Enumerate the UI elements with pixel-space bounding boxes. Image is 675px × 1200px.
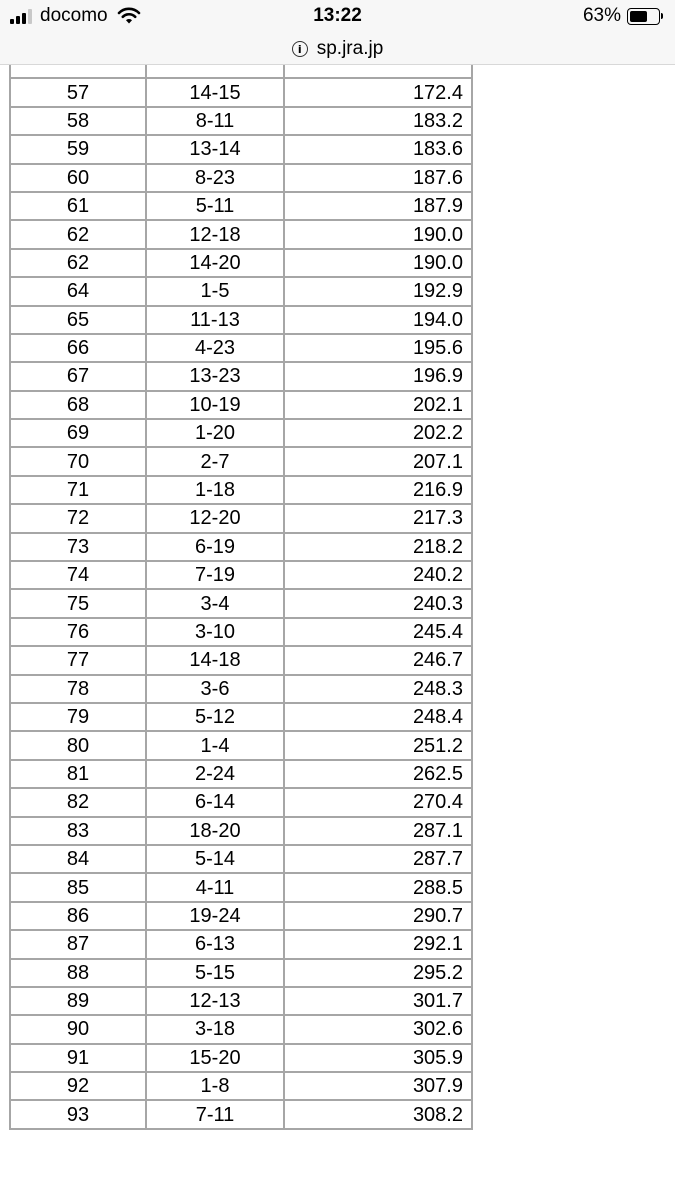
combination-cell: 7-11 xyxy=(146,1100,284,1128)
odds-cell: 202.1 xyxy=(284,391,472,419)
odds-cell: 287.1 xyxy=(284,817,472,845)
table-row xyxy=(10,334,472,362)
status-bar xyxy=(0,0,675,34)
table-row xyxy=(10,618,472,646)
combination-cell: 14-18 xyxy=(146,646,284,674)
combination-cell: 12-18 xyxy=(146,220,284,248)
site-info-icon[interactable]: i xyxy=(292,41,308,57)
table-row xyxy=(10,78,472,106)
combination-cell: 3-6 xyxy=(146,675,284,703)
combination-cell: 6-19 xyxy=(146,533,284,561)
odds-cell: 187.9 xyxy=(284,192,472,220)
rank-cell: 68 xyxy=(10,391,146,419)
table-row xyxy=(10,164,472,192)
odds-cell: 192.9 xyxy=(284,277,472,305)
table-row xyxy=(10,419,472,447)
combination-cell: 13-14 xyxy=(146,135,284,163)
table-row xyxy=(10,902,472,930)
rank-cell: 73 xyxy=(10,533,146,561)
combination-cell: 4-11 xyxy=(146,873,284,901)
clock: 13:22 xyxy=(313,5,362,26)
odds-cell: 292.1 xyxy=(284,930,472,958)
combination-cell: 4-23 xyxy=(146,334,284,362)
rank-cell: 86 xyxy=(10,902,146,930)
carrier-name: docomo xyxy=(40,5,108,26)
combination-cell: 2-24 xyxy=(146,760,284,788)
table-row xyxy=(10,675,472,703)
table-row xyxy=(10,277,472,305)
battery-icon xyxy=(627,8,663,25)
table-row xyxy=(10,192,472,220)
rank-cell: 77 xyxy=(10,646,146,674)
combination-cell: 5-15 xyxy=(146,959,284,987)
table-row xyxy=(10,306,472,334)
odds-cell: 207.1 xyxy=(284,447,472,475)
table-row xyxy=(10,533,472,561)
odds-cell: 270.4 xyxy=(284,788,472,816)
combination-cell: 18-20 xyxy=(146,817,284,845)
odds-cell: 195.6 xyxy=(284,334,472,362)
rank-cell xyxy=(10,65,146,78)
combination-cell: 10-19 xyxy=(146,391,284,419)
combination-cell: 12-20 xyxy=(146,504,284,532)
table-row-clipped xyxy=(10,65,472,78)
combination-cell: 2-7 xyxy=(146,447,284,475)
rank-cell: 93 xyxy=(10,1100,146,1128)
odds-cell: 194.0 xyxy=(284,306,472,334)
combination-cell: 3-4 xyxy=(146,589,284,617)
table-row xyxy=(10,391,472,419)
odds-cell: 172.4 xyxy=(284,78,472,106)
rank-cell: 82 xyxy=(10,788,146,816)
combination-cell: 5-14 xyxy=(146,845,284,873)
table-row xyxy=(10,731,472,759)
rank-cell: 79 xyxy=(10,703,146,731)
odds-cell: 240.3 xyxy=(284,589,472,617)
rank-cell: 59 xyxy=(10,135,146,163)
odds-cell: 302.6 xyxy=(284,1015,472,1043)
table-row xyxy=(10,135,472,163)
odds-cell: 248.3 xyxy=(284,675,472,703)
wifi-icon xyxy=(116,6,142,26)
rank-cell: 84 xyxy=(10,845,146,873)
table-row xyxy=(10,1100,472,1128)
rank-cell: 70 xyxy=(10,447,146,475)
table-row xyxy=(10,561,472,589)
odds-cell: 196.9 xyxy=(284,362,472,390)
odds-cell: 190.0 xyxy=(284,220,472,248)
odds-cell: 301.7 xyxy=(284,987,472,1015)
rank-cell: 87 xyxy=(10,930,146,958)
table-row xyxy=(10,589,472,617)
rank-cell: 80 xyxy=(10,731,146,759)
table-row xyxy=(10,817,472,845)
combination-cell: 8-11 xyxy=(146,107,284,135)
combination-cell: 6-13 xyxy=(146,930,284,958)
table-row xyxy=(10,987,472,1015)
odds-cell: 295.2 xyxy=(284,959,472,987)
odds-cell: 240.2 xyxy=(284,561,472,589)
odds-cell: 288.5 xyxy=(284,873,472,901)
status-bar-left xyxy=(10,4,142,28)
odds-cell: 308.2 xyxy=(284,1100,472,1128)
odds-cell: 262.5 xyxy=(284,760,472,788)
address-bar[interactable] xyxy=(0,34,675,65)
table-row xyxy=(10,703,472,731)
combination-cell: 3-18 xyxy=(146,1015,284,1043)
odds-cell: 245.4 xyxy=(284,618,472,646)
combination-cell: 7-19 xyxy=(146,561,284,589)
odds-cell: 202.2 xyxy=(284,419,472,447)
table-row xyxy=(10,760,472,788)
table-row xyxy=(10,959,472,987)
table-row xyxy=(10,930,472,958)
table-row xyxy=(10,362,472,390)
combination-cell: 1-5 xyxy=(146,277,284,305)
odds-cell: 218.2 xyxy=(284,533,472,561)
table-row xyxy=(10,1044,472,1072)
rank-cell: 88 xyxy=(10,959,146,987)
odds-cell: 305.9 xyxy=(284,1044,472,1072)
rank-cell: 69 xyxy=(10,419,146,447)
rank-cell: 72 xyxy=(10,504,146,532)
odds-cell: 187.6 xyxy=(284,164,472,192)
rank-cell: 85 xyxy=(10,873,146,901)
combination-cell: 6-14 xyxy=(146,788,284,816)
odds-cell: 183.2 xyxy=(284,107,472,135)
rank-cell: 71 xyxy=(10,476,146,504)
odds-cell: 287.7 xyxy=(284,845,472,873)
status-bar-right xyxy=(583,4,663,28)
table-row xyxy=(10,447,472,475)
url-text[interactable]: sp.jra.jp xyxy=(316,38,384,59)
odds-cell: 216.9 xyxy=(284,476,472,504)
rank-cell: 81 xyxy=(10,760,146,788)
odds-cell: 290.7 xyxy=(284,902,472,930)
rank-cell: 92 xyxy=(10,1072,146,1100)
rank-cell: 62 xyxy=(10,220,146,248)
combination-cell: 8-23 xyxy=(146,164,284,192)
odds-cell: 246.7 xyxy=(284,646,472,674)
table-row xyxy=(10,504,472,532)
combination-cell: 14-15 xyxy=(146,78,284,106)
rank-cell: 64 xyxy=(10,277,146,305)
odds-cell: 307.9 xyxy=(284,1072,472,1100)
combination-cell: 3-10 xyxy=(146,618,284,646)
rank-cell: 65 xyxy=(10,306,146,334)
combination-cell xyxy=(146,65,284,78)
rank-cell: 75 xyxy=(10,589,146,617)
rank-cell: 78 xyxy=(10,675,146,703)
odds-cell: 251.2 xyxy=(284,731,472,759)
rank-cell: 58 xyxy=(10,107,146,135)
rank-cell: 60 xyxy=(10,164,146,192)
combination-cell: 1-20 xyxy=(146,419,284,447)
rank-cell: 67 xyxy=(10,362,146,390)
table-row xyxy=(10,788,472,816)
table-row xyxy=(10,220,472,248)
rank-cell: 66 xyxy=(10,334,146,362)
rank-cell: 62 xyxy=(10,249,146,277)
odds-cell: 190.0 xyxy=(284,249,472,277)
table-row xyxy=(10,1072,472,1100)
odds-table xyxy=(9,65,473,1130)
combination-cell: 5-12 xyxy=(146,703,284,731)
combination-cell: 5-11 xyxy=(146,192,284,220)
table-row xyxy=(10,249,472,277)
rank-cell: 91 xyxy=(10,1044,146,1072)
rank-cell: 89 xyxy=(10,987,146,1015)
table-row xyxy=(10,1015,472,1043)
rank-cell: 90 xyxy=(10,1015,146,1043)
rank-cell: 61 xyxy=(10,192,146,220)
odds-cell xyxy=(284,65,472,78)
rank-cell: 74 xyxy=(10,561,146,589)
cellular-signal-icon xyxy=(10,8,32,24)
table-row xyxy=(10,107,472,135)
page-content[interactable] xyxy=(0,65,675,1200)
combination-cell: 1-18 xyxy=(146,476,284,504)
combination-cell: 1-8 xyxy=(146,1072,284,1100)
combination-cell: 12-13 xyxy=(146,987,284,1015)
table-row xyxy=(10,476,472,504)
rank-cell: 76 xyxy=(10,618,146,646)
combination-cell: 15-20 xyxy=(146,1044,284,1072)
combination-cell: 1-4 xyxy=(146,731,284,759)
combination-cell: 14-20 xyxy=(146,249,284,277)
table-row xyxy=(10,845,472,873)
battery-percentage: 63% xyxy=(582,5,621,26)
table-row xyxy=(10,873,472,901)
odds-cell: 217.3 xyxy=(284,504,472,532)
odds-cell: 183.6 xyxy=(284,135,472,163)
combination-cell: 19-24 xyxy=(146,902,284,930)
rank-cell: 83 xyxy=(10,817,146,845)
rank-cell: 57 xyxy=(10,78,146,106)
combination-cell: 13-23 xyxy=(146,362,284,390)
combination-cell: 11-13 xyxy=(146,306,284,334)
odds-cell: 248.4 xyxy=(284,703,472,731)
table-row xyxy=(10,646,472,674)
